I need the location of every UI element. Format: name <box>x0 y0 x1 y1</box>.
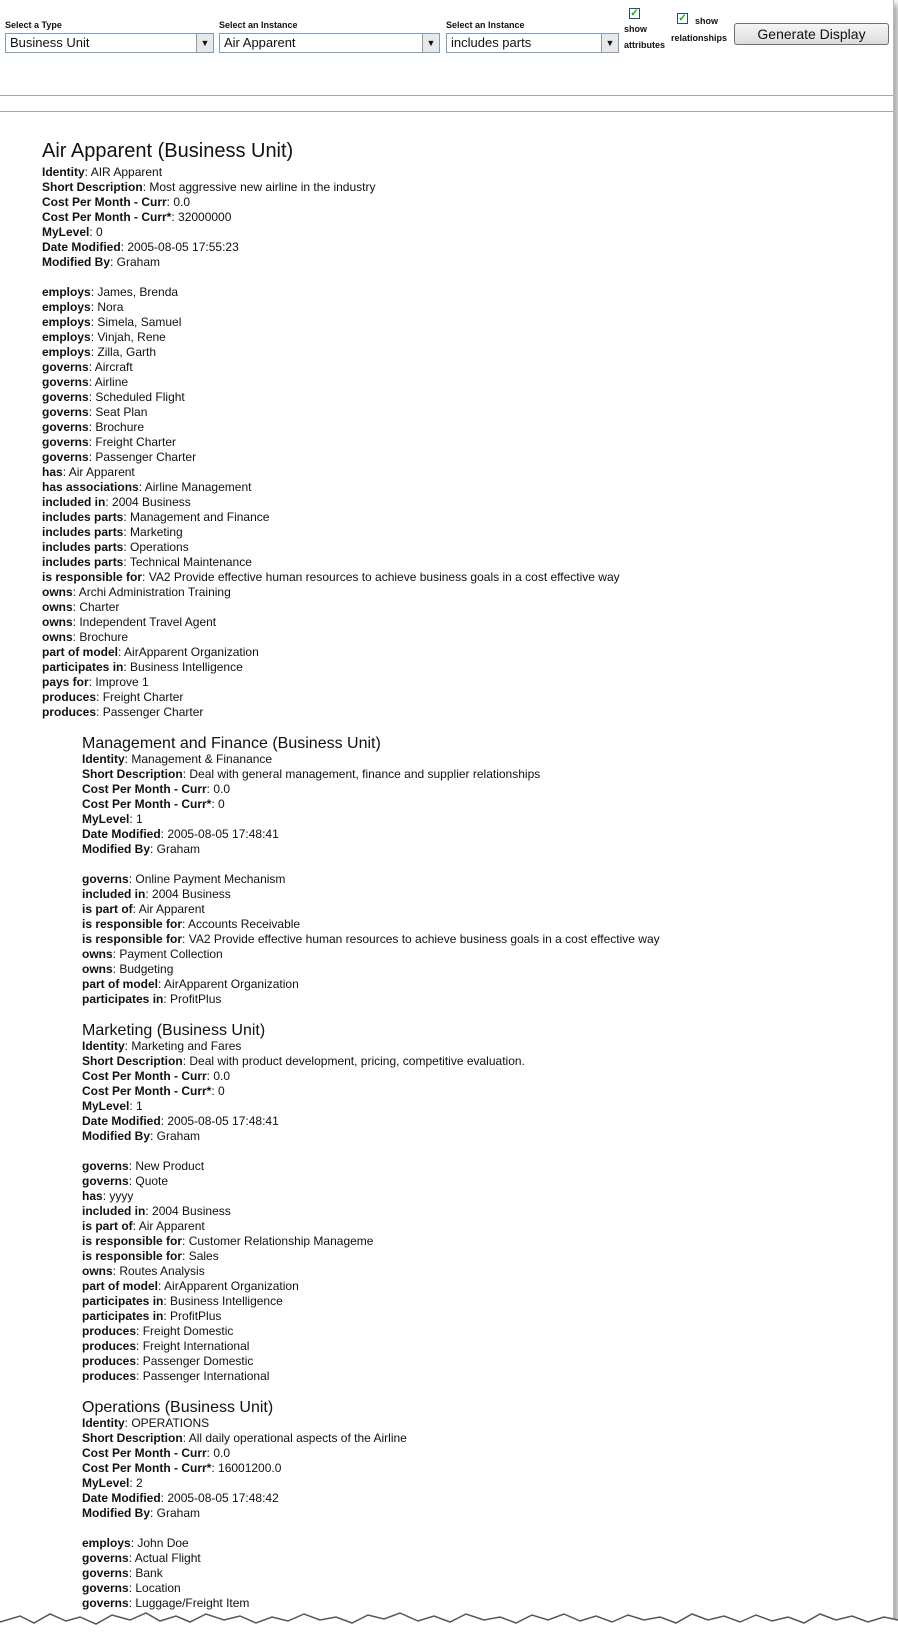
field-row: is responsible for: VA2 Provide effective human resources to achieve business goals in a cost effective way <box>42 570 620 584</box>
field-value: Budgeting <box>119 962 174 976</box>
checkmark-icon: ✓ <box>678 12 687 24</box>
instance-select-label: Select an Instance <box>219 20 298 30</box>
field-value: Graham <box>156 1506 201 1520</box>
field-key: Cost Per Month - Curr* <box>42 210 172 224</box>
field-key: Date Modified <box>82 1491 161 1505</box>
field-key: part of model <box>82 977 159 991</box>
field-value: 0.0 <box>173 195 191 209</box>
field-row: governs: Quote <box>82 1174 169 1188</box>
field-key: participates in <box>82 1309 164 1323</box>
show-relationships-label-1: show <box>695 16 719 26</box>
parts-list <box>42 735 660 1611</box>
field-key: Short Description <box>82 1054 183 1068</box>
field-row: governs: Brochure <box>42 420 145 434</box>
field-value: Graham <box>156 1129 201 1143</box>
relationship-list <box>42 285 660 720</box>
field-key: owns <box>42 615 73 629</box>
field-value: Sales <box>188 1249 219 1263</box>
field-row: governs: Aircraft <box>42 360 133 374</box>
field-key: includes parts <box>42 510 124 524</box>
field-key: governs <box>82 872 129 886</box>
field-row: Modified By: Graham <box>82 1129 201 1143</box>
field-value: 2005-08-05 17:55:23 <box>127 240 239 254</box>
field-value: Deal with general management, finance and supplier relationships <box>189 767 541 781</box>
field-value: 2004 Business <box>152 887 231 901</box>
field-key: MyLevel <box>42 225 90 239</box>
show-attributes-label-2: attributes <box>624 40 666 50</box>
field-value: Archi Administration Training <box>78 585 231 599</box>
field-row: includes parts: Marketing <box>42 525 183 539</box>
field-value: 1 <box>136 812 143 826</box>
field-value: Operations <box>130 540 189 554</box>
field-row: produces: Passenger Domestic <box>82 1354 254 1368</box>
field-key: employs <box>82 1536 131 1550</box>
field-value: Passenger Charter <box>95 450 197 464</box>
field-value: Simela, Samuel <box>97 315 182 329</box>
field-value: AirApparent Organization <box>124 645 259 659</box>
report-content <box>42 138 660 1611</box>
field-value: 2005-08-05 17:48:41 <box>167 1114 279 1128</box>
field-value: Freight Charter <box>95 435 177 449</box>
field-key: employs <box>42 330 91 344</box>
field-value: Improve 1 <box>95 675 149 689</box>
field-key: is responsible for <box>82 1234 183 1248</box>
field-value: Graham <box>156 842 201 856</box>
chevron-down-icon[interactable]: ▼ <box>601 34 618 52</box>
field-key: Short Description <box>82 1431 183 1445</box>
field-key: produces <box>82 1339 137 1353</box>
show-attributes-label-1: show <box>624 24 648 34</box>
field-key: employs <box>42 285 91 299</box>
field-key: owns <box>82 962 113 976</box>
field-value: Nora <box>97 300 124 314</box>
field-key: Date Modified <box>82 827 161 841</box>
field-key: produces <box>42 690 97 704</box>
toolbar <box>0 0 893 96</box>
field-value: Brochure <box>95 420 145 434</box>
field-key: Date Modified <box>42 240 121 254</box>
field-key: is responsible for <box>82 1249 183 1263</box>
field-row: is responsible for: Sales <box>82 1249 219 1263</box>
field-key: Cost Per Month - Curr* <box>82 797 212 811</box>
part-section <box>82 1022 660 1384</box>
field-value: Freight International <box>142 1339 250 1353</box>
field-value: Independent Travel Agent <box>79 615 217 629</box>
field-row: has associations: Airline Management <box>42 480 252 494</box>
relation-select[interactable] <box>446 33 619 53</box>
field-row: governs: Seat Plan <box>42 405 148 419</box>
field-key: has <box>82 1189 103 1203</box>
field-row: Identity: OPERATIONS <box>82 1416 210 1430</box>
field-row: includes parts: Management and Finance <box>42 510 270 524</box>
field-key: governs <box>82 1596 129 1610</box>
field-value: Air Apparent <box>138 902 205 916</box>
field-row: produces: Freight Domestic <box>82 1324 234 1338</box>
field-key: employs <box>42 300 91 314</box>
field-key: Cost Per Month - Curr <box>42 195 167 209</box>
field-key: is responsible for <box>42 570 143 584</box>
field-value: Passenger Charter <box>102 705 204 719</box>
field-key: MyLevel <box>82 1099 130 1113</box>
relation-select-value: includes parts <box>451 35 532 50</box>
field-key: governs <box>42 360 89 374</box>
field-value: 32000000 <box>178 210 232 224</box>
field-row: governs: Scheduled Flight <box>42 390 185 404</box>
field-row: Cost Per Month - Curr: 0.0 <box>82 1446 231 1460</box>
field-row: MyLevel: 1 <box>82 1099 143 1113</box>
field-value: ProfitPlus <box>170 1309 222 1323</box>
field-key: owns <box>42 585 73 599</box>
field-value: Management & Finanance <box>131 752 273 766</box>
field-row: Identity: Management & Finanance <box>82 752 273 766</box>
field-row: participates in: ProfitPlus <box>82 1309 222 1323</box>
field-key: governs <box>82 1581 129 1595</box>
field-row: owns: Budgeting <box>82 962 174 976</box>
field-value: Deal with product development, pricing, competitive evaluation. <box>189 1054 525 1068</box>
field-value: Brochure <box>79 630 129 644</box>
field-value: AirApparent Organization <box>164 977 299 991</box>
field-row: produces: Freight International <box>82 1339 250 1353</box>
field-row: participates in: Business Intelligence <box>82 1294 283 1308</box>
field-row: included in: 2004 Business <box>42 495 191 509</box>
field-key: is responsible for <box>82 917 183 931</box>
field-row: Modified By: Graham <box>82 842 201 856</box>
field-key: employs <box>42 315 91 329</box>
field-key: Cost Per Month - Curr <box>82 782 207 796</box>
field-value: Payment Collection <box>119 947 223 961</box>
field-value: VA2 Provide effective human resources to achieve business goals in a cost effective way <box>148 570 620 584</box>
field-value: AirApparent Organization <box>164 1279 299 1293</box>
field-key: governs <box>82 1174 129 1188</box>
field-key: part of model <box>42 645 119 659</box>
field-value: Passenger Domestic <box>142 1354 254 1368</box>
generate-display-button[interactable]: Generate Display <box>734 23 889 45</box>
field-value: Business Intelligence <box>130 660 243 674</box>
field-row: part of model: AirApparent Organization <box>42 645 259 659</box>
field-value: Air Apparent <box>68 465 135 479</box>
instance-select[interactable] <box>219 33 440 53</box>
field-key: produces <box>82 1369 137 1383</box>
field-key: included in <box>82 887 146 901</box>
field-key: governs <box>82 1159 129 1173</box>
field-value: Freight Charter <box>102 690 184 704</box>
field-row: Modified By: Graham <box>82 1506 201 1520</box>
field-value: Luggage/Freight Item <box>135 1596 250 1610</box>
field-key: includes parts <box>42 525 124 539</box>
field-key: part of model <box>82 1279 159 1293</box>
field-value: Bank <box>135 1566 163 1580</box>
field-value: AIR Apparent <box>90 165 163 179</box>
field-row: includes parts: Technical Maintenance <box>42 555 252 569</box>
field-row: governs: Bank <box>82 1566 163 1580</box>
field-row: is responsible for: VA2 Provide effective human resources to achieve business goals in a cost effective way <box>82 932 660 946</box>
field-row: owns: Payment Collection <box>82 947 223 961</box>
field-key: Identity <box>82 1039 125 1053</box>
field-value: VA2 Provide effective human resources to achieve business goals in a cost effective way <box>188 932 660 946</box>
field-value: Customer Relationship Manageme <box>188 1234 374 1248</box>
divider <box>0 111 893 112</box>
field-key: Cost Per Month - Curr <box>82 1446 207 1460</box>
field-key: Identity <box>42 165 85 179</box>
field-key: Modified By <box>82 1129 150 1143</box>
field-key: participates in <box>82 992 164 1006</box>
field-value: Technical Maintenance <box>129 555 252 569</box>
field-row: employs: Nora <box>42 300 124 314</box>
field-key: owns <box>82 947 113 961</box>
field-key: MyLevel <box>82 812 130 826</box>
field-value: 0.0 <box>213 1069 231 1083</box>
field-row: governs: New Product <box>82 1159 205 1173</box>
field-value: Freight Domestic <box>142 1324 234 1338</box>
field-key: governs <box>42 405 89 419</box>
field-row: Short Description: All daily operational aspects of the Airline <box>82 1431 407 1445</box>
field-value: Marketing and Fares <box>131 1039 242 1053</box>
field-value: 0.0 <box>213 782 231 796</box>
field-row: participates in: ProfitPlus <box>82 992 222 1006</box>
type-select[interactable] <box>5 33 214 53</box>
field-key: Short Description <box>82 767 183 781</box>
field-row: has: yyyy <box>82 1189 134 1203</box>
field-row: owns: Routes Analysis <box>82 1264 205 1278</box>
field-row: is responsible for: Customer Relationship Manageme <box>82 1234 374 1248</box>
field-row: MyLevel: 0 <box>42 225 103 239</box>
field-row: Short Description: Deal with product development, pricing, competitive evaluation. <box>82 1054 525 1068</box>
field-key: governs <box>82 1566 129 1580</box>
field-row: is part of: Air Apparent <box>82 902 205 916</box>
field-key: included in <box>82 1204 146 1218</box>
field-key: governs <box>42 420 89 434</box>
field-key: Cost Per Month - Curr <box>82 1069 207 1083</box>
field-value: New Product <box>135 1159 205 1173</box>
field-row: governs: Airline <box>42 375 129 389</box>
field-key: included in <box>42 495 106 509</box>
field-row: employs: John Doe <box>82 1536 189 1550</box>
field-row: Short Description: Deal with general management, finance and supplier relationships <box>82 767 541 781</box>
field-value: yyyy <box>109 1189 134 1203</box>
field-key: owns <box>42 600 73 614</box>
field-value: 2004 Business <box>112 495 191 509</box>
field-value: Business Intelligence <box>170 1294 283 1308</box>
field-key: MyLevel <box>82 1476 130 1490</box>
part-title: Marketing (Business Unit) <box>82 1022 266 1039</box>
field-value: Accounts Receivable <box>188 917 301 931</box>
field-value: Charter <box>79 600 120 614</box>
field-value: Zilla, Garth <box>97 345 157 359</box>
field-value: Quote <box>135 1174 169 1188</box>
field-key: participates in <box>42 660 124 674</box>
field-value: Aircraft <box>94 360 133 374</box>
part-section <box>82 735 660 1007</box>
field-row: Date Modified: 2005-08-05 17:48:42 <box>82 1491 279 1505</box>
field-value: 16001200.0 <box>218 1461 282 1475</box>
relation-select-label: Select an Instance <box>446 20 525 30</box>
field-value: Location <box>135 1581 181 1595</box>
field-value: Airline <box>94 375 129 389</box>
field-row: Modified By: Graham <box>42 255 161 269</box>
field-row: Short Description: Most aggressive new airline in the industry <box>42 180 376 194</box>
field-key: Modified By <box>82 1506 150 1520</box>
field-value: 0 <box>96 225 103 239</box>
field-row: owns: Brochure <box>42 630 129 644</box>
field-row: pays for: Improve 1 <box>42 675 149 689</box>
chevron-down-icon[interactable]: ▼ <box>196 34 213 52</box>
field-value: Marketing <box>130 525 183 539</box>
field-row: is responsible for: Accounts Receivable <box>82 917 301 931</box>
field-row: includes parts: Operations <box>42 540 189 554</box>
field-value: Scheduled Flight <box>95 390 185 404</box>
field-value: OPERATIONS <box>131 1416 210 1430</box>
field-row: governs: Freight Charter <box>42 435 177 449</box>
field-row: governs: Online Payment Mechanism <box>82 872 286 886</box>
field-key: owns <box>42 630 73 644</box>
field-value: 2004 Business <box>152 1204 231 1218</box>
part-section <box>82 1399 660 1611</box>
field-key: governs <box>42 450 89 464</box>
field-value: 0 <box>218 797 225 811</box>
part-title: Operations (Business Unit) <box>82 1399 274 1416</box>
field-row: produces: Passenger International <box>82 1369 270 1383</box>
field-row: MyLevel: 2 <box>82 1476 143 1490</box>
field-row: owns: Independent Travel Agent <box>42 615 217 629</box>
show-relationships-checkbox[interactable] <box>677 13 688 24</box>
field-row: Cost Per Month - Curr: 0.0 <box>82 782 231 796</box>
field-row: Cost Per Month - Curr*: 32000000 <box>42 210 232 224</box>
field-key: Identity <box>82 752 125 766</box>
field-value: 2005-08-05 17:48:41 <box>167 827 279 841</box>
field-row: included in: 2004 Business <box>82 1204 231 1218</box>
field-value: Online Payment Mechanism <box>135 872 286 886</box>
field-key: is responsible for <box>82 932 183 946</box>
field-key: Identity <box>82 1416 125 1430</box>
field-row: Identity: Marketing and Fares <box>82 1039 242 1053</box>
field-value: 2005-08-05 17:48:42 <box>167 1491 279 1505</box>
field-row: produces: Passenger Charter <box>42 705 204 719</box>
field-key: Cost Per Month - Curr* <box>82 1084 212 1098</box>
type-select-value: Business Unit <box>10 35 90 50</box>
field-value: 2 <box>136 1476 143 1490</box>
field-row: Date Modified: 2005-08-05 17:55:23 <box>42 240 239 254</box>
field-value: All daily operational aspects of the Airline <box>188 1431 407 1445</box>
field-value: Airline Management <box>144 480 252 494</box>
field-row: governs: Luggage/Freight Item <box>82 1596 250 1610</box>
field-key: produces <box>82 1324 137 1338</box>
field-row: employs: Zilla, Garth <box>42 345 157 359</box>
field-row: is part of: Air Apparent <box>82 1219 205 1233</box>
main-title: Air Apparent (Business Unit) <box>42 140 294 162</box>
instance-select-value: Air Apparent <box>224 35 296 50</box>
field-value: Vinjah, Rene <box>97 330 166 344</box>
attribute-list <box>42 165 660 270</box>
field-row: Cost Per Month - Curr: 0.0 <box>82 1069 231 1083</box>
field-key: owns <box>82 1264 113 1278</box>
field-key: Modified By <box>82 842 150 856</box>
field-key: produces <box>42 705 97 719</box>
field-row: part of model: AirApparent Organization <box>82 1279 299 1293</box>
field-key: governs <box>42 390 89 404</box>
field-row: Cost Per Month - Curr*: 0 <box>82 797 225 811</box>
field-row: governs: Actual Flight <box>82 1551 201 1565</box>
field-row: Cost Per Month - Curr*: 0 <box>82 1084 225 1098</box>
field-key: participates in <box>82 1294 164 1308</box>
field-key: Modified By <box>42 255 110 269</box>
field-value: James, Brenda <box>97 285 179 299</box>
field-row: produces: Freight Charter <box>42 690 184 704</box>
field-row: Date Modified: 2005-08-05 17:48:41 <box>82 1114 279 1128</box>
field-key: employs <box>42 345 91 359</box>
field-value: Graham <box>116 255 161 269</box>
field-row: part of model: AirApparent Organization <box>82 977 299 991</box>
field-value: 0 <box>218 1084 225 1098</box>
field-key: is part of <box>82 1219 133 1233</box>
field-row: employs: James, Brenda <box>42 285 179 299</box>
field-row: participates in: Business Intelligence <box>42 660 243 674</box>
show-relationships-label-2: relationships <box>671 33 728 43</box>
field-row: Identity: AIR Apparent <box>42 165 163 179</box>
field-value: Air Apparent <box>138 1219 205 1233</box>
field-row: owns: Archi Administration Training <box>42 585 231 599</box>
field-row: has: Air Apparent <box>42 465 135 479</box>
field-value: 1 <box>136 1099 143 1113</box>
field-value: Passenger International <box>142 1369 270 1383</box>
field-value: Management and Finance <box>130 510 270 524</box>
field-key: governs <box>82 1551 129 1565</box>
field-row: Cost Per Month - Curr: 0.0 <box>42 195 191 209</box>
field-key: governs <box>42 375 89 389</box>
field-row: employs: Simela, Samuel <box>42 315 182 329</box>
show-attributes-checkbox[interactable] <box>629 8 640 19</box>
field-value: Routes Analysis <box>119 1264 205 1278</box>
field-row: MyLevel: 1 <box>82 812 143 826</box>
field-value: ProfitPlus <box>170 992 222 1006</box>
field-row: governs: Passenger Charter <box>42 450 197 464</box>
field-row: owns: Charter <box>42 600 120 614</box>
field-key: includes parts <box>42 540 124 554</box>
field-key: has associations <box>42 480 139 494</box>
type-select-label: Select a Type <box>5 20 62 30</box>
field-value: Most aggressive new airline in the industry <box>149 180 376 194</box>
field-key: pays for <box>42 675 89 689</box>
field-value: Seat Plan <box>95 405 148 419</box>
checkmark-icon: ✓ <box>630 7 639 19</box>
part-title: Management and Finance (Business Unit) <box>82 735 381 752</box>
field-key: governs <box>42 435 89 449</box>
field-value: John Doe <box>137 1536 189 1550</box>
torn-edge <box>0 1608 898 1647</box>
chevron-down-icon[interactable]: ▼ <box>422 34 439 52</box>
field-row: Cost Per Month - Curr*: 16001200.0 <box>82 1461 282 1475</box>
field-row: included in: 2004 Business <box>82 887 231 901</box>
field-key: has <box>42 465 63 479</box>
field-key: is part of <box>82 902 133 916</box>
field-key: Cost Per Month - Curr* <box>82 1461 212 1475</box>
field-value: 0.0 <box>213 1446 231 1460</box>
field-row: Date Modified: 2005-08-05 17:48:41 <box>82 827 279 841</box>
field-key: Date Modified <box>82 1114 161 1128</box>
field-value: Actual Flight <box>134 1551 201 1565</box>
field-key: Short Description <box>42 180 143 194</box>
field-row: governs: Location <box>82 1581 181 1595</box>
field-key: produces <box>82 1354 137 1368</box>
field-row: employs: Vinjah, Rene <box>42 330 166 344</box>
field-key: includes parts <box>42 555 124 569</box>
